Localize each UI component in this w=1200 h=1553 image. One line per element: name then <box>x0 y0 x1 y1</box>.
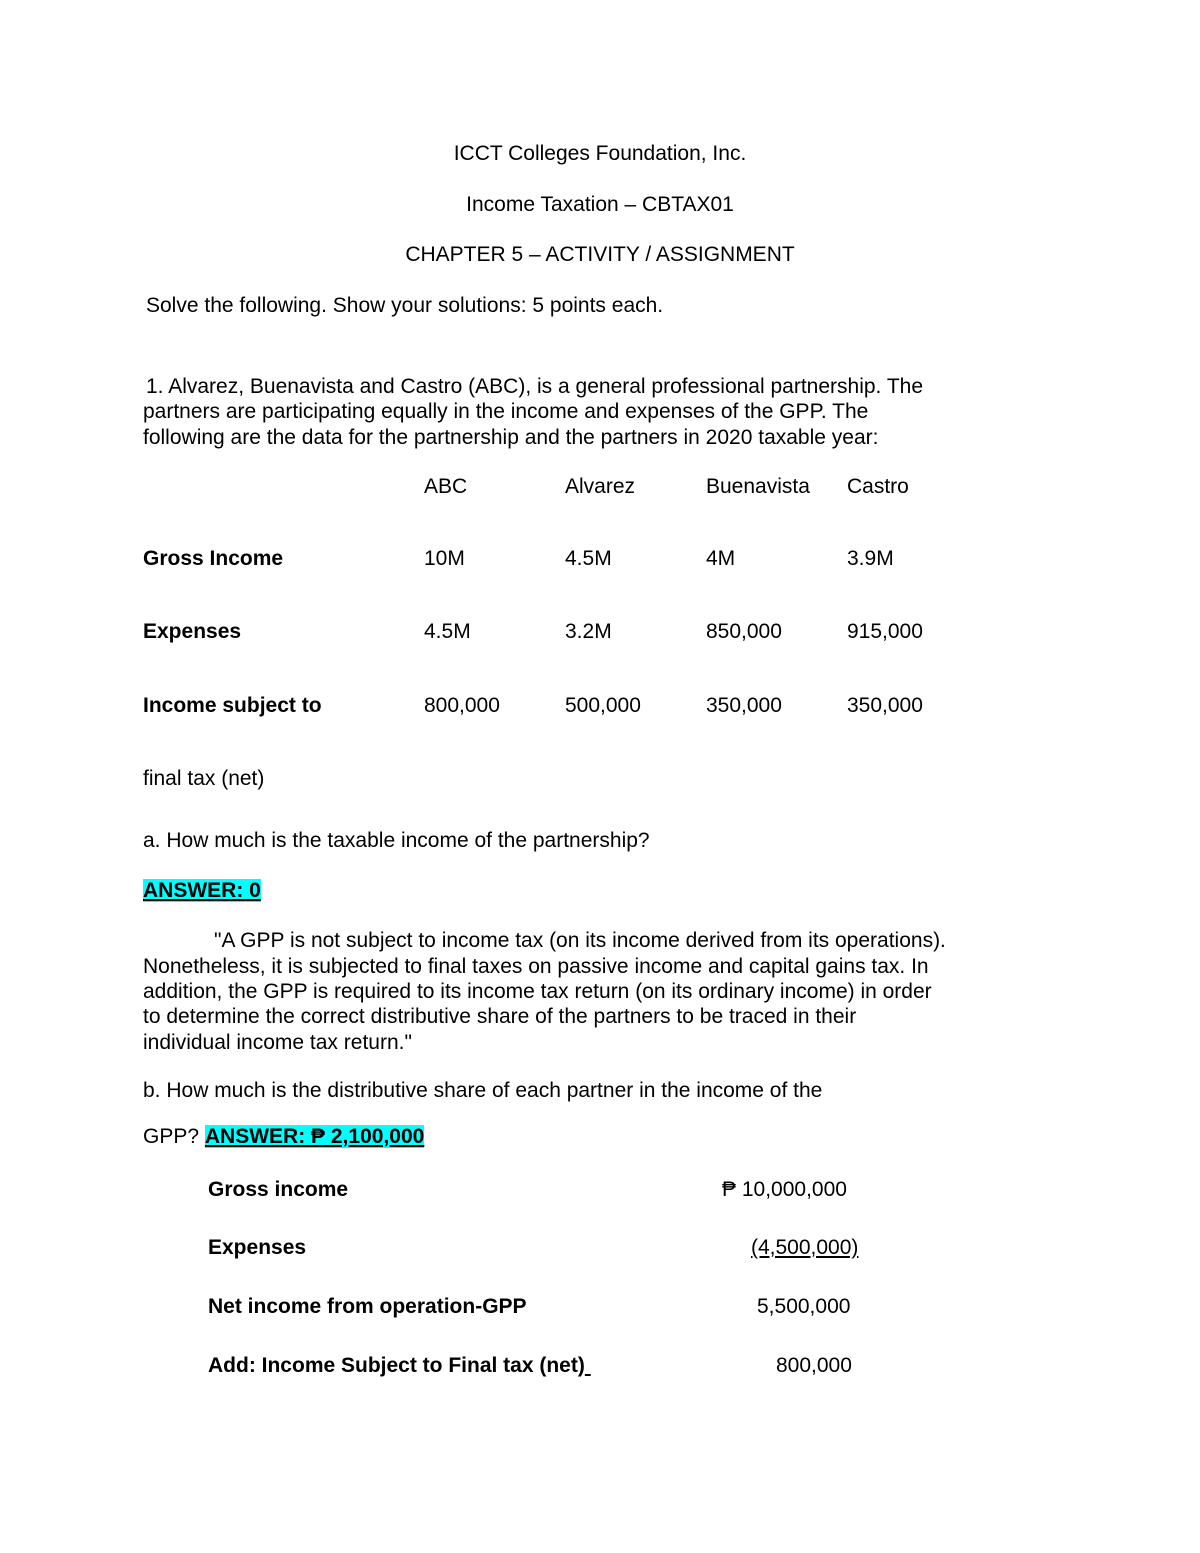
computation-label-text: Add: Income Subject to Final tax (net) <box>208 1354 585 1377</box>
table-header-buenavista: Buenavista <box>706 475 810 498</box>
explanation-line: to determine the correct distributive share of the partners to be traced in their <box>143 1005 857 1028</box>
table-cell: 500,000 <box>565 694 641 717</box>
question-b-line-1: b. How much is the distributive share of each partner in the income of the <box>143 1079 823 1102</box>
problem-1-line-1: 1. Alvarez, Buenavista and Castro (ABC), is a general professional partnership. The <box>146 375 924 398</box>
table-row-label: Expenses <box>143 620 242 643</box>
explanation-line: Nonetheless, it is subjected to final taxes on passive income and capital gains tax. In <box>143 955 929 978</box>
table-row-label: Income subject to <box>143 694 322 717</box>
question-b-line-2 <box>143 1124 424 1150</box>
answer-a-badge <box>143 878 261 904</box>
table-header-castro: Castro <box>847 475 909 498</box>
computation-value: 800,000 <box>776 1354 852 1377</box>
answer-a: ANSWER: 0 <box>143 879 261 902</box>
table-cell: 4M <box>706 547 736 570</box>
computation-label: Expenses <box>208 1236 307 1259</box>
table-cell: 850,000 <box>706 620 782 643</box>
course-title: Income Taxation – CBTAX01 <box>466 193 734 216</box>
chapter-title: CHAPTER 5 – ACTIVITY / ASSIGNMENT <box>405 243 795 266</box>
table-cell: 10M <box>424 547 465 570</box>
computation-value: 5,500,000 <box>757 1295 851 1318</box>
table-cell: 350,000 <box>847 694 923 717</box>
answer-b: ANSWER: ₱ 2,100,000 <box>204 1125 425 1148</box>
problem-1-line-3: following are the data for the partnership and the partners in 2020 taxable year: <box>143 426 879 449</box>
table-row-label: Gross Income <box>143 547 284 570</box>
computation-value: ₱ 10,000,000 <box>722 1178 847 1201</box>
question-b-gpp: GPP? <box>143 1125 200 1148</box>
instructions: Solve the following. Show your solutions: 5 points each. <box>146 294 664 317</box>
table-cell: 3.9M <box>847 547 894 570</box>
computation-value: (4,500,000) <box>751 1236 859 1259</box>
explanation-line: "A GPP is not subject to income tax (on its income derived from its operations). <box>214 929 946 952</box>
table-cell: 4.5M <box>565 547 612 570</box>
table-cell: 800,000 <box>424 694 500 717</box>
table-header-alvarez: Alvarez <box>565 475 636 498</box>
table-header-abc: ABC <box>424 475 468 498</box>
computation-label <box>208 1353 591 1379</box>
computation-label: Net income from operation-GPP <box>208 1295 527 1318</box>
question-a: a. How much is the taxable income of the partnership? <box>143 829 650 852</box>
underline-mark <box>585 1354 591 1377</box>
explanation-line: addition, the GPP is required to its income tax return (on its ordinary income) in order <box>143 980 932 1003</box>
table-cell: 3.2M <box>565 620 612 643</box>
table-cell: 4.5M <box>424 620 471 643</box>
school-name: ICCT Colleges Foundation, Inc. <box>453 142 747 165</box>
table-cell: 350,000 <box>706 694 782 717</box>
row-label-continuation: final tax (net) <box>143 767 265 790</box>
computation-label: Gross income <box>208 1178 349 1201</box>
problem-1-line-2: partners are participating equally in the income and expenses of the GPP. The <box>143 400 869 423</box>
explanation-line: individual income tax return." <box>143 1031 412 1054</box>
table-cell: 915,000 <box>847 620 923 643</box>
